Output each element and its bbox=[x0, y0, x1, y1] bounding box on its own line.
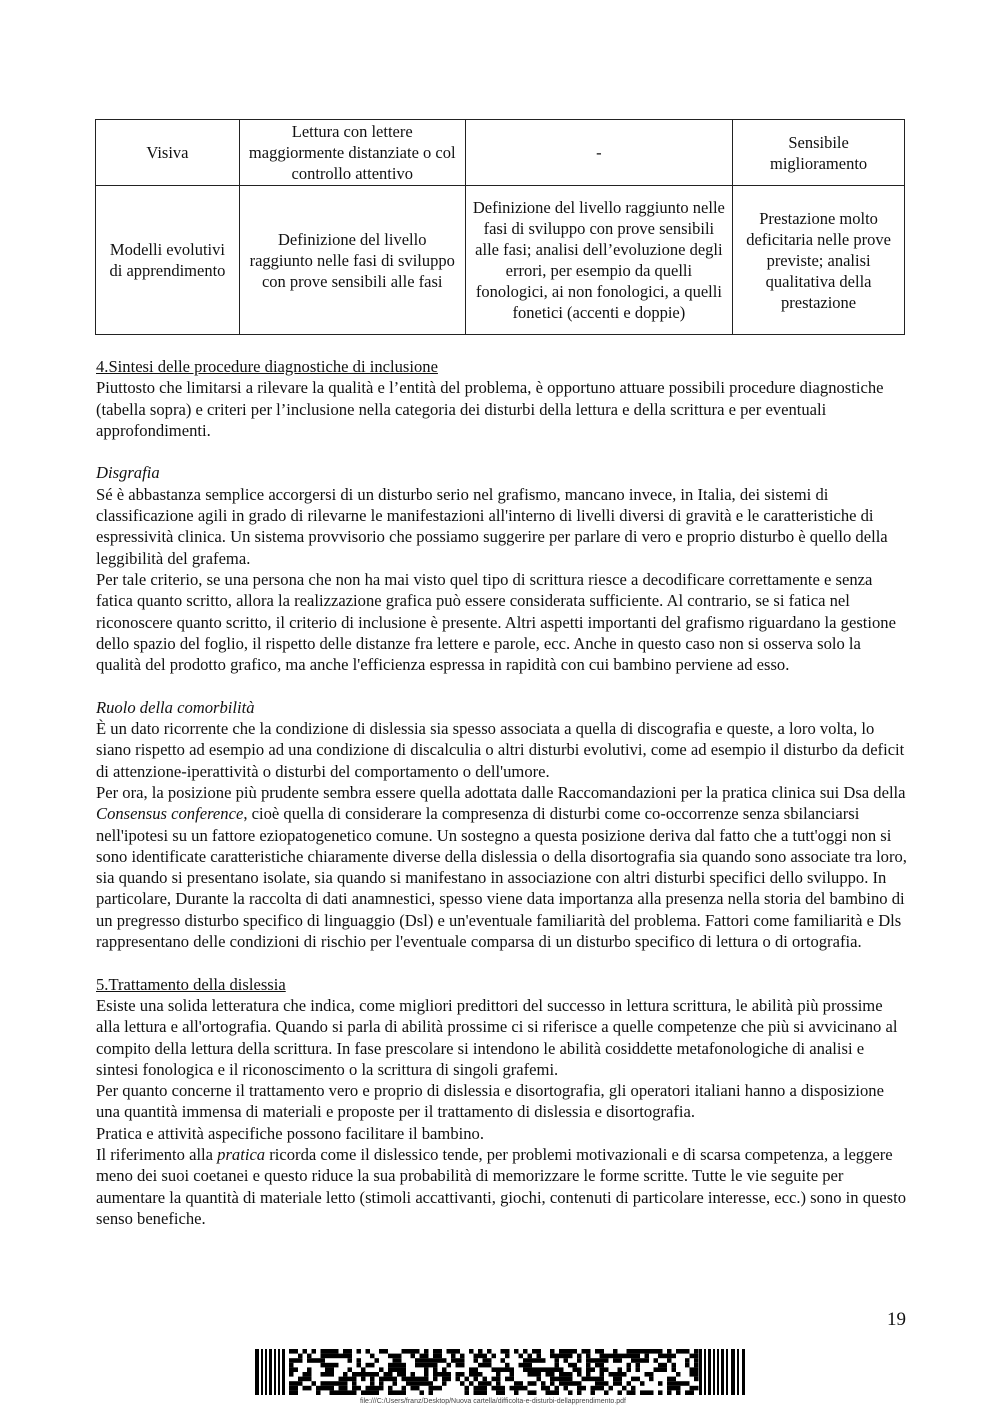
table-cell: Sensibile miglioramento bbox=[733, 120, 905, 186]
paragraph: Esiste una solida letteratura che indica, come migliori predittori del successo in lettura scrittura, le abilità più prossime alla lettura e all'ortografia. Quando si parla di abilità prossime ci si riferisce a quelle competenze che più si avvicinano al compito della lettura della scrittura. In fase prescolare si intendono le abilità cosiddette metafonologiche di analisi e sintesi fonologica e il riconoscimento o la scrittura di singoli grafemi. bbox=[96, 995, 898, 1079]
section-heading: 5.Trattamento della dislessia bbox=[96, 974, 286, 994]
text-run: Per ora, la posizione più prudente sembra essere quella adottata dalle Raccomandazioni per la pratica clinica sui Dsa della bbox=[96, 782, 906, 802]
table-cell: Prestazione molto deficitaria nelle prove previste; analisi qualitativa della prestazione bbox=[733, 186, 905, 335]
paragraph: Per quanto concerne il trattamento vero e proprio di dislessia e disortografia, gli operatori italiani hanno a disposizione una quantità immensa di materiali e proposte per il trattamento di dislessia e disortografia. bbox=[96, 1081, 884, 1122]
table-cell: Definizione del livello raggiunto nelle fasi di sviluppo con prove sensibili alle fasi bbox=[239, 186, 465, 335]
table-cell: Visiva bbox=[96, 120, 240, 186]
paragraph bbox=[96, 1144, 908, 1229]
paragraph: È un dato ricorrente che la condizione di dislessia sia spesso associata a quella di discografia e queste, a loro volta, lo siano rispetto ad esempio ad una condizione di discalculia o altri disturbi evolutivi, come ad esempio il disturbo da deficit di attenzione-iperattività o disturbi del comportamento o dell'umore. bbox=[96, 719, 905, 781]
body-text bbox=[96, 356, 908, 1229]
text-run: Il riferimento alla bbox=[96, 1144, 218, 1164]
table-row bbox=[96, 186, 905, 335]
footer-file-path: file:///C:/Users/franz/Desktop/Nuova cartella/difficolta-e-disturbi-dellapprendimento.pdf bbox=[360, 1398, 626, 1405]
paragraph: Piuttosto che limitarsi a rilevare la qualità e l’entità del problema, è opportuno attuare possibili procedure diagnostiche (tabella sopra) e criteri per l’inclusione nella categoria dei disturbi della lettura e della scrittura e per eventuali approfondimenti. bbox=[96, 378, 884, 440]
table-cell: - bbox=[465, 120, 733, 186]
paragraph: Pratica e attività aspecifiche possono facilitare il bambino. bbox=[96, 1123, 484, 1143]
table-cell: Modelli evolutivi di apprendimento bbox=[96, 186, 240, 335]
table-row bbox=[96, 120, 905, 186]
section-heading: 4.Sintesi delle procedure diagnostiche di inclusione bbox=[96, 357, 438, 376]
paragraph: Per tale criterio, se una persona che non ha mai visto quel tipo di scrittura riesce a decodificare correttamente e senza fatica quanto scritto, allora la realizzazione grafica può essere considerata sufficiente. Al contrario, se si fatica nel riconoscere quanto scritto, il criterio di inclusione è presente. Altri aspetti importanti del grafismo riguardano la gestione dello spazio del foglio, il rispetto delle distanze fra lettere e parole, ecc. Anche in questo caso non si osserva solo la qualità del prodotto grafico, ma anche l'efficienza espressa in rapidità con cui bambino perviene ad esso. bbox=[96, 569, 896, 675]
text-run: ricorda come il dislessico tende, per problemi motivazionali e di scarsa competenza, a leggere meno dei suoi coetanei e questo riduce la sua probabilità di memorizzare le forme scritte. Tutte le vie seguite per aumentare la quantità di materiale letto (stimoli accattivanti, giochi, contenuti di particolare interesse, ecc.) sono in questo senso benefiche. bbox=[96, 1144, 907, 1228]
table-cell: Lettura con lettere maggiormente distanziate o col controllo attentivo bbox=[239, 120, 465, 186]
subsection-title: Disgrafia bbox=[96, 463, 160, 483]
italic-term: pratica bbox=[217, 1144, 266, 1164]
paragraph: Sé è abbastanza semplice accorgersi di un disturbo serio nel grafismo, mancano invece, in Italia, dei sistemi di classificazione agili in grado di rilevarne le manifestazioni all'interno di livelli diversi di gravità e le caratteristiche di espressività clinica. Un sistema provvisorio che possiamo suggerire per parlare di vero e proprio disturbo è quello della leggibilità del grafema. bbox=[96, 484, 888, 568]
text-run: , cioè quella di considerare la compresenza di disturbi come co-occorrenze senza sbilanciarsi nell'ipotesi su un fattore eziopatogenetico comune. Un sostegno a questa posizione deriva dal fatto che a tutt'oggi non si sono identificate caratteristiche chiaramente diverse della dislessia o della disortografia sia quando sono associate tra loro, sia quando si presentano isolate, sia quando si manifestano in associazione con altri disturbi specifici dello sviluppo. In particolare, Durante la raccolta di dati anamnestici, spesso viene data importanza alla presenza nella storia del bambino di un pregresso disturbo specifico di linguaggio (Dsl) e un'eventuale familiarità del problema. Fattori come familiarità e Dls rappresentano delle condizioni di rischio per l'eventuale comparsa di un disturbo specifico di lettura o di ortografia. bbox=[96, 804, 907, 952]
page-number: 19 bbox=[887, 1309, 906, 1330]
diagnostic-table bbox=[95, 119, 905, 335]
italic-term: Consensus conference bbox=[96, 804, 244, 824]
paragraph bbox=[96, 782, 908, 952]
subsection-title: Ruolo della comorbilità bbox=[96, 697, 255, 717]
table-cell: Definizione del livello raggiunto nelle fasi di sviluppo con prove sensibili alle fasi; analisi dell’evoluzione degli errori, per esempio da quelli fonologici, ai non fonologici, a quelli fonetici (accenti e doppie) bbox=[465, 186, 733, 335]
barcode-image bbox=[255, 1349, 749, 1395]
